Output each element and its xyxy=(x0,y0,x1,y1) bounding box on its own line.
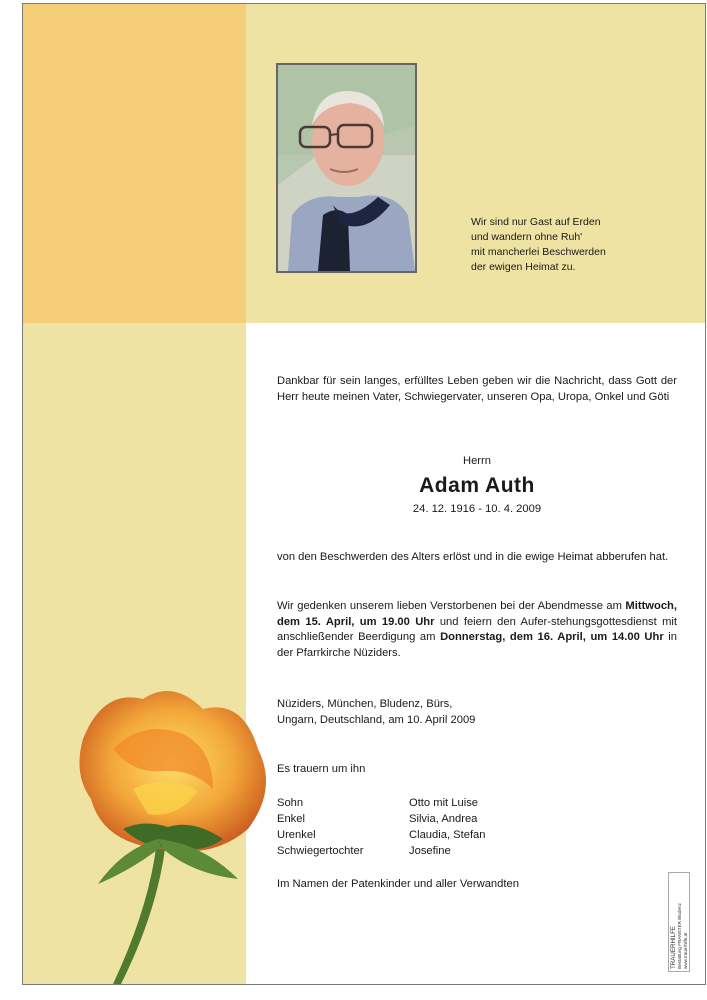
mourner-relation: Schwiegertochter xyxy=(277,845,364,857)
undertaker-credit xyxy=(668,872,690,972)
mass-date-wednesday: Mittwoch, dem 15. April, um 19.00 Uhr xyxy=(277,600,678,628)
obituary-page xyxy=(22,3,706,985)
mourners-table xyxy=(277,795,486,859)
intro-text: Dankbar für sein langes, erfülltes Leben geben wir die Nachricht, dass Gott der Herr heute meinen Vater, Schwiegervater, unseren Opa, Uropa, Onkel und Göti xyxy=(277,375,677,403)
poem-line: Wir sind nur Gast auf Erden xyxy=(471,216,601,228)
mourner-row xyxy=(277,843,486,859)
mourner-row xyxy=(277,811,486,827)
closing-text: Im Namen der Patenkinder und aller Verwandten xyxy=(277,878,519,890)
places-line: Ungarn, Deutschland, am 10. April 2009 xyxy=(277,713,476,726)
mass-text xyxy=(277,599,677,661)
poem xyxy=(471,215,606,275)
released-text: von den Beschwerden des Alters erlöst und in die ewige Heimat abberufen hat. xyxy=(277,551,669,563)
poem-line: mit mancherlei Beschwerden xyxy=(471,246,606,258)
salutation: Herrn xyxy=(463,455,491,467)
orange-block xyxy=(23,4,246,323)
mourner-relation: Urenkel xyxy=(277,829,316,841)
mourner-names: Silvia, Andrea xyxy=(409,813,478,825)
burial-date-thursday: Donnerstag, dem 16. April, um 14.00 Uhr xyxy=(440,631,664,643)
places xyxy=(277,697,677,728)
mourner-row xyxy=(277,795,486,811)
mass-text-part: in der Pfarrkirche Nüziders. xyxy=(277,631,678,659)
credit-url: www.trauerhilfe.at xyxy=(683,932,688,969)
mourner-names: Josefine xyxy=(409,845,451,857)
rose-icon xyxy=(63,679,293,984)
poem-line: und wandern ohne Ruh' xyxy=(471,231,583,243)
mass-text-part: und feiern den Aufer-stehungsgottesdienst mit anschließender Beerdigung am xyxy=(277,615,677,643)
deceased-name: Adam Auth xyxy=(419,474,535,497)
portrait-photo xyxy=(276,63,417,273)
credit-brand: TRAUERHILFE xyxy=(670,926,677,969)
mourners-heading: Es trauern um ihn xyxy=(277,763,366,775)
mass-text-part: Wir gedenken unserem lieben Verstorbenen bei der Abendmesse am xyxy=(277,600,622,612)
mourner-row xyxy=(277,827,486,843)
credit-line: Bestattung FRANSTER Bludenz xyxy=(677,903,682,969)
mourner-names: Claudia, Stefan xyxy=(409,829,486,841)
places-line: Nüziders, München, Bludenz, Bürs, xyxy=(277,698,453,710)
mourner-names: Otto mit Luise xyxy=(409,797,479,809)
mourner-relation: Enkel xyxy=(277,813,305,825)
poem-line: der ewigen Heimat zu. xyxy=(471,261,576,273)
life-dates: 24. 12. 1916 - 10. 4. 2009 xyxy=(412,503,542,515)
mourner-relation: Sohn xyxy=(277,797,304,809)
